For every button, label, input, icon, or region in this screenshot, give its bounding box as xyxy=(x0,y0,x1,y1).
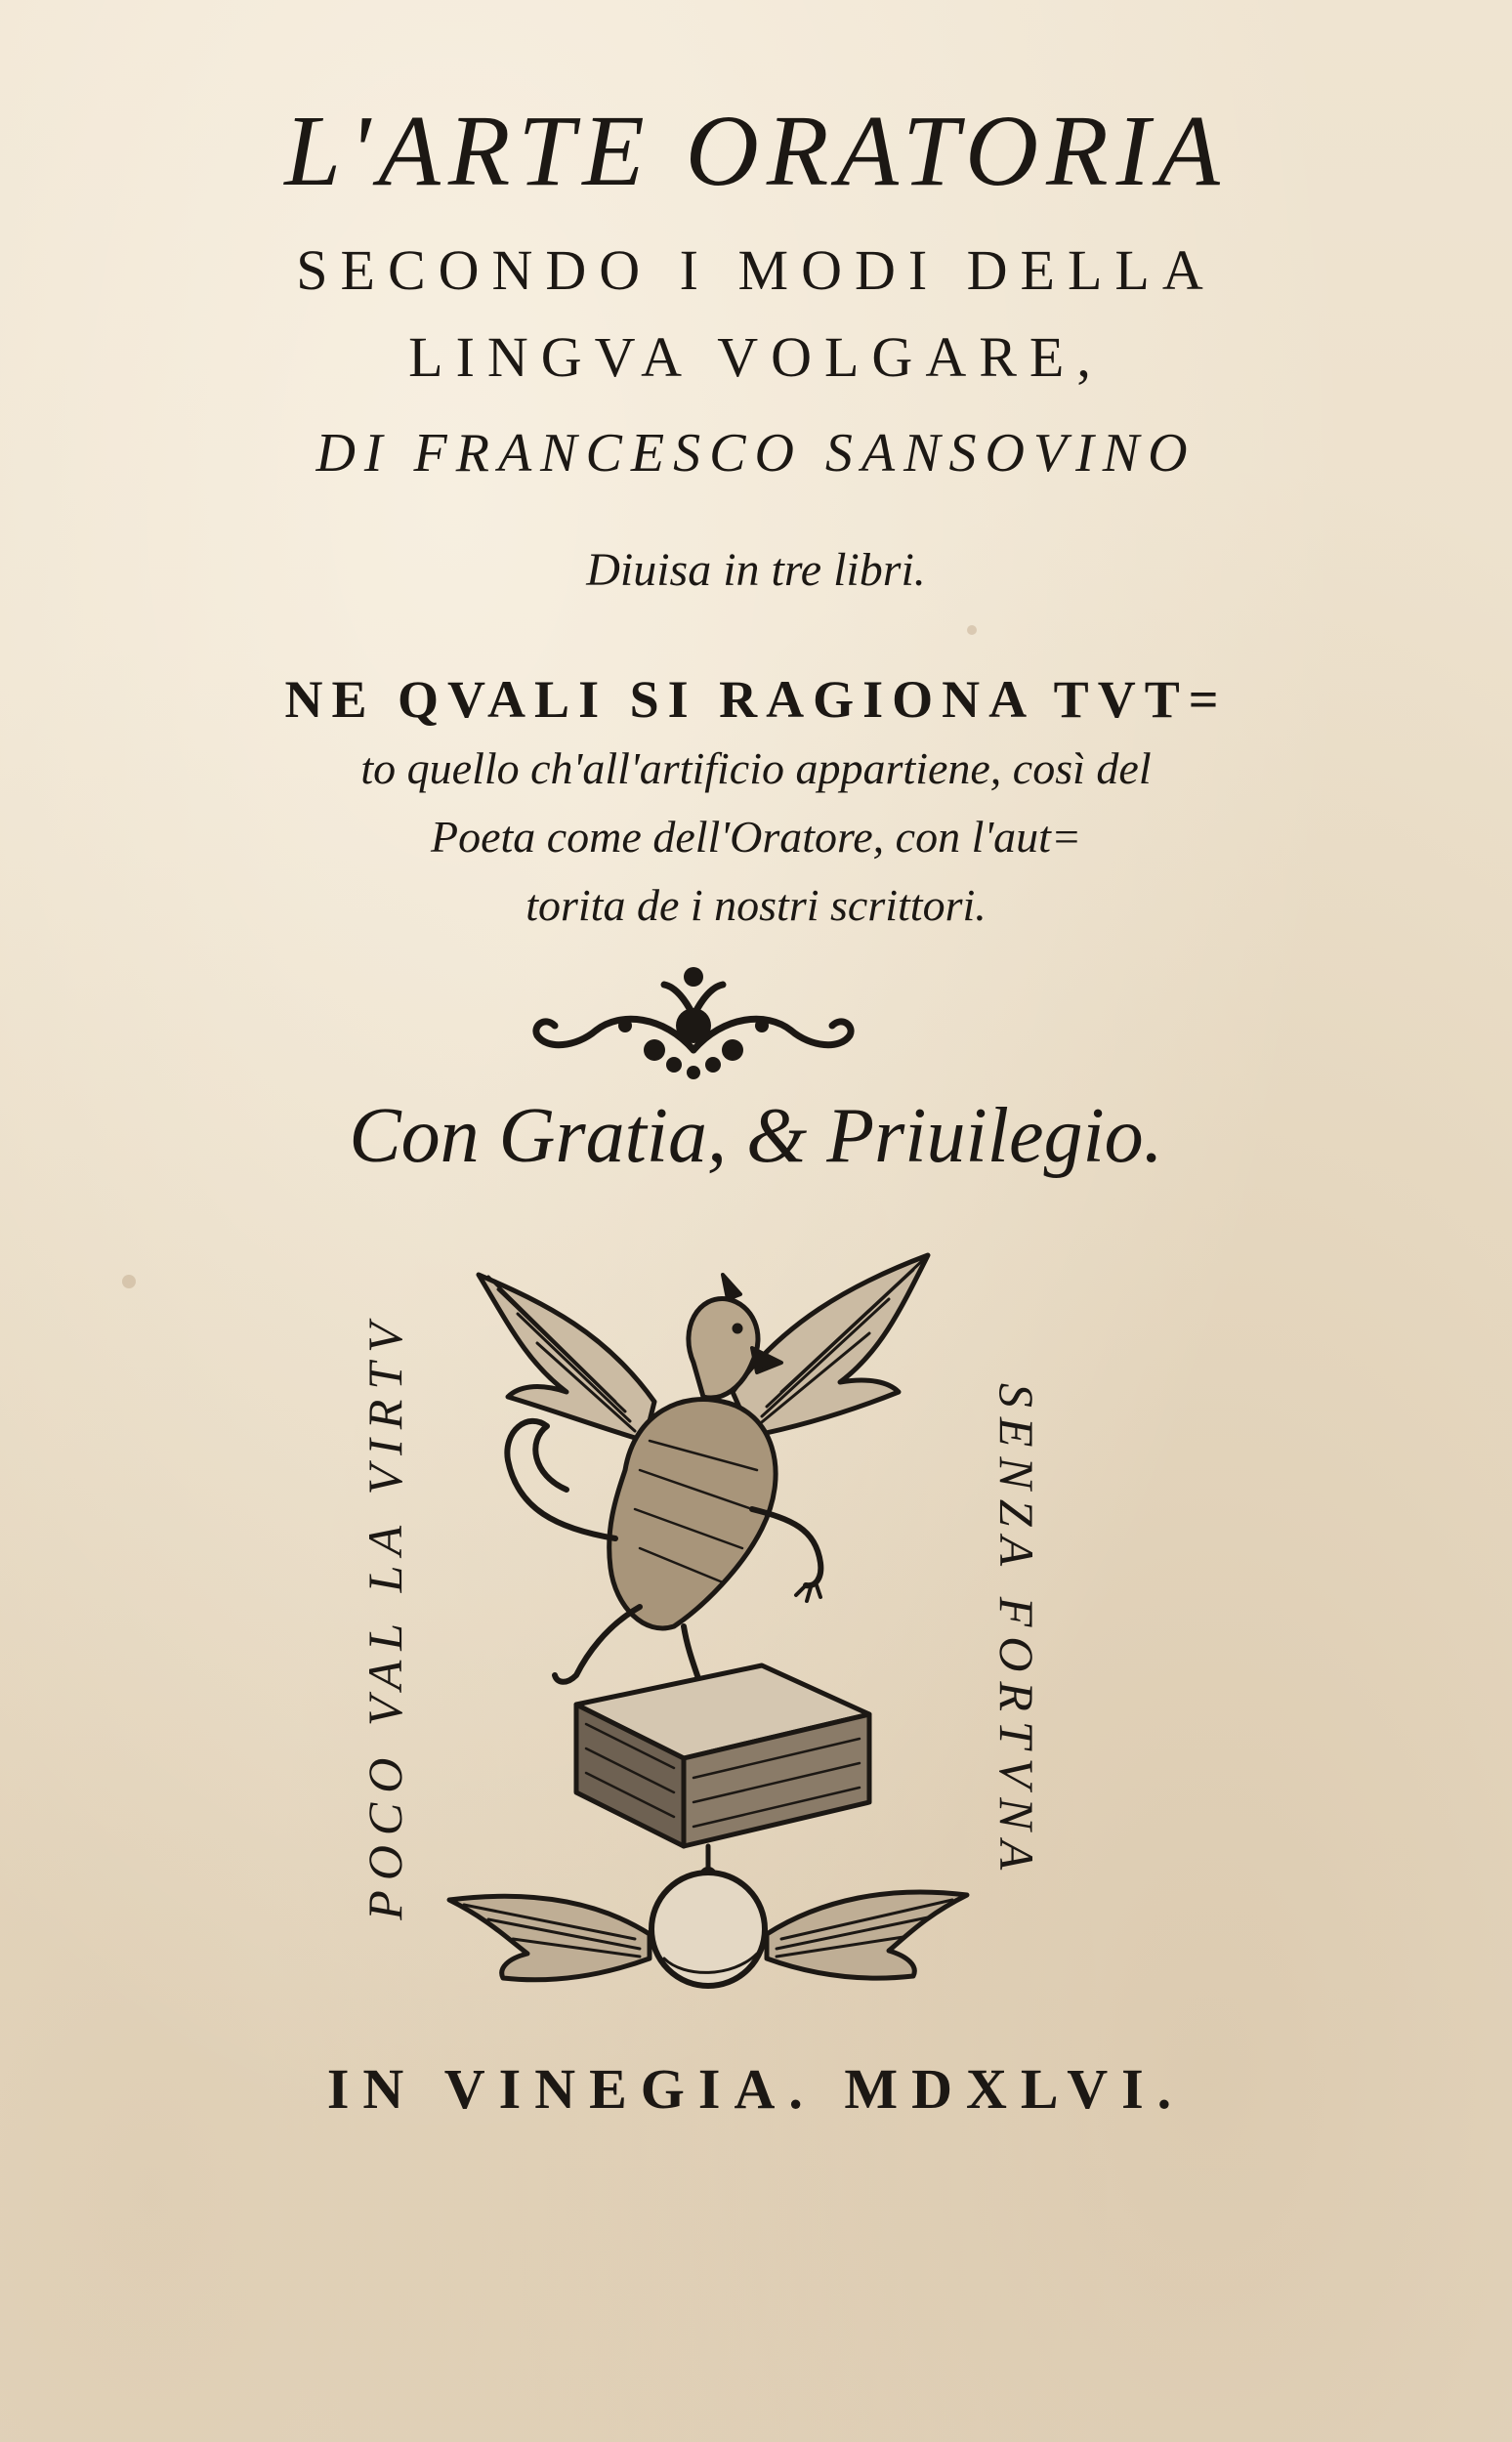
subtitle-line-2: LINGVA VOLGARE, xyxy=(408,325,1104,389)
fleuron-ornament-icon xyxy=(527,957,860,1084)
paper-stain xyxy=(967,625,977,635)
imprint-line: IN VINEGIA. MDXLVI. xyxy=(326,2057,1186,2121)
motto-left: POCO VAL LA VIRTV xyxy=(357,1313,412,1920)
division-note: Diuisa in tre libri. xyxy=(586,544,926,596)
author-line: DI FRANCESCO SANSOVINO xyxy=(315,423,1197,484)
griffin-on-winged-globe-icon xyxy=(430,1216,977,1998)
description-line-4: torita de i nostri scrittori. xyxy=(525,880,987,930)
description-line-1: NE QVALI SI RAGIONA TVT= xyxy=(284,670,1228,729)
privilege-line: Con Gratia, & Priuilegio. xyxy=(349,1093,1163,1179)
book-title: L'ARTE ORATORIA xyxy=(284,95,1228,207)
subtitle-line-1: SECONDO I MODI DELLA xyxy=(296,238,1216,302)
description-line-2: to quello ch'all'artificio appartiene, così del xyxy=(360,743,1152,793)
motto-right-container xyxy=(989,1260,1046,1880)
paper-stain xyxy=(122,1275,136,1288)
motto-right: SENZA FORTVNA xyxy=(989,1382,1044,1880)
description-line-3: Poeta come dell'Oratore, con l'aut= xyxy=(430,812,1082,862)
